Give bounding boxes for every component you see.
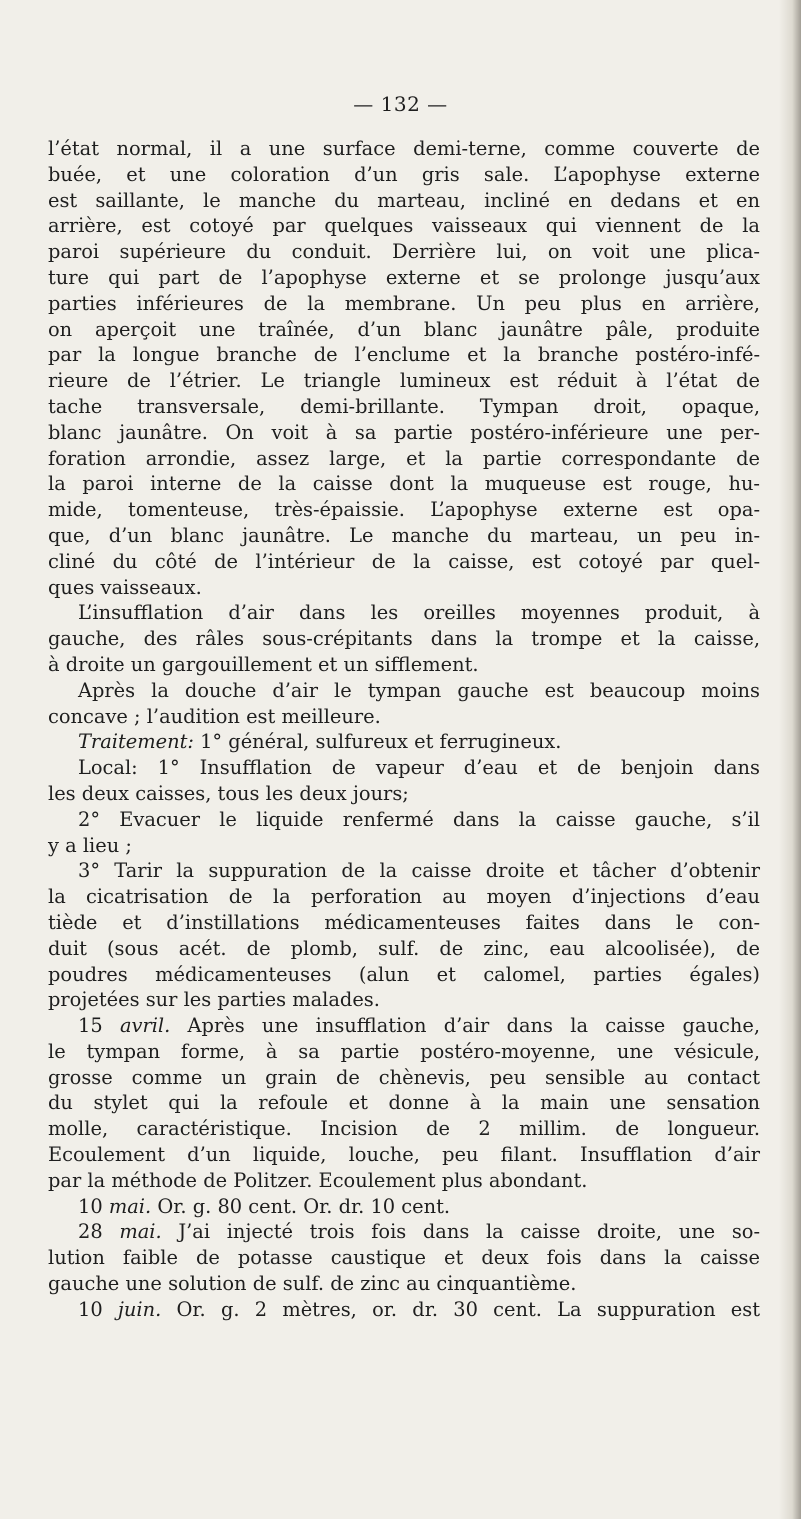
- line-text: est saillante, le manche du marteau, incliné en dedans et en: [48, 188, 760, 212]
- date-number: 10: [78, 1194, 109, 1218]
- text-line: [48, 1116, 760, 1142]
- text-line: [48, 497, 760, 523]
- line-text: Ecoulement d’un liquide, louche, peu filant. Insufflation d’air: [48, 1143, 760, 1167]
- page-edge-shadow: [779, 0, 801, 1519]
- text-line: [48, 1013, 760, 1039]
- line-text: par la longue branche de l’enclume et la branche postéro-infé-: [48, 343, 760, 367]
- text-line: [48, 1194, 760, 1220]
- text-line: [48, 755, 760, 781]
- line-text: L’insufflation d’air dans les oreilles moyennes produit, à: [78, 601, 760, 625]
- line-text: à droite un gargouillement et un sifflement.: [48, 652, 479, 676]
- line-text: arrière, est cotoyé par quelques vaisseaux qui viennent de la: [48, 214, 760, 238]
- text-line: [48, 471, 760, 497]
- italic-heading: Traitement:: [78, 730, 194, 754]
- text-line: [48, 523, 760, 549]
- line-text: ture qui part de l’apophyse externe et se prolonge jusqu’aux: [48, 265, 760, 289]
- text-line: [48, 317, 760, 343]
- line-text: foration arrondie, assez large, et la partie correspondante de: [48, 446, 760, 470]
- text-line: [48, 1245, 760, 1271]
- line-text: projetées sur les parties malades.: [48, 988, 380, 1012]
- text-line: [48, 394, 760, 420]
- text-line: [48, 833, 760, 859]
- text-line: [48, 342, 760, 368]
- italic-heading: avril.: [119, 1014, 171, 1038]
- line-text: parties inférieures de la membrane. Un peu plus en arrière,: [48, 291, 760, 315]
- text-line: [48, 781, 760, 807]
- text-line: [48, 807, 760, 833]
- line-text: J’ai injecté trois fois dans la caisse droite, une so-: [161, 1220, 760, 1244]
- page-number: — 132 —: [353, 92, 448, 116]
- text-line: [48, 678, 760, 704]
- line-text: Après une insufflation d’air dans la caisse gauche,: [170, 1014, 760, 1038]
- line-text: par la méthode de Politzer. Ecoulement plus abondant.: [48, 1168, 588, 1192]
- line-text: 3° Tarir la suppuration de la caisse droite et tâcher d’obtenir: [78, 859, 760, 883]
- text-line: [48, 1142, 760, 1168]
- text-line: [48, 1219, 760, 1245]
- text-line: [48, 239, 760, 265]
- line-text: les deux caisses, tous les deux jours;: [48, 781, 409, 805]
- line-text: Or. g. 80 cent. Or. dr. 10 cent.: [151, 1194, 451, 1218]
- body-text: [48, 136, 760, 1323]
- line-text: l’état normal, il a une surface demi-terne, comme couverte de: [48, 137, 760, 160]
- line-text: molle, caractéristique. Incision de 2 millim. de longueur.: [48, 1117, 760, 1141]
- line-text: la paroi interne de la caisse dont la muqueuse est rouge, hu-: [48, 472, 760, 496]
- line-text: paroi supérieure du conduit. Derrière lui, on voit une plica-: [48, 240, 760, 264]
- line-text: blanc jaunâtre. On voit à sa partie postéro-inférieure une per-: [48, 420, 760, 444]
- text-line: [48, 549, 760, 575]
- text-line: [48, 652, 760, 678]
- line-text: gauche une solution de sulf. de zinc au cinquantième.: [48, 1272, 577, 1296]
- date-number: 15: [78, 1014, 120, 1038]
- text-line: [48, 291, 760, 317]
- text-line: [48, 1039, 760, 1065]
- text-line: [48, 446, 760, 472]
- date-number: 28: [78, 1220, 120, 1244]
- text-line: [48, 368, 760, 394]
- text-line: [48, 575, 760, 601]
- text-line: [48, 1090, 760, 1116]
- line-text: concave ; l’audition est meilleure.: [48, 704, 381, 728]
- line-text: lution faible de potasse caustique et deux fois dans la caisse: [48, 1246, 760, 1270]
- italic-heading: mai.: [119, 1220, 162, 1244]
- text-line: [48, 1297, 760, 1323]
- text-line: [48, 420, 760, 446]
- line-text: Local: 1° Insufflation de vapeur d’eau et de benjoin dans: [78, 756, 760, 780]
- text-line: [48, 910, 760, 936]
- text-line: [48, 265, 760, 291]
- line-text: duit (sous acét. de plomb, sulf. de zinc, eau alcoolisée), de: [48, 936, 760, 960]
- line-text: mide, tomenteuse, très-épaissie. L’apophyse externe est opa-: [48, 498, 760, 522]
- line-text: poudres médicamenteuses (alun et calomel, parties égales): [48, 962, 760, 986]
- text-line: [48, 188, 760, 214]
- text-line: [48, 884, 760, 910]
- line-text: Après la douche d’air le tympan gauche est beaucoup moins: [78, 678, 760, 702]
- line-text: cliné du côté de l’intérieur de la caisse, est cotoyé par quel-: [48, 549, 760, 573]
- text-line: [48, 1168, 760, 1194]
- line-text: la cicatrisation de la perforation au moyen d’injections d’eau: [48, 885, 760, 909]
- line-text: on aperçoit une traînée, d’un blanc jaunâtre pâle, produite: [48, 317, 760, 341]
- text-line: [48, 626, 760, 652]
- line-text: ques vaisseaux.: [48, 575, 202, 599]
- line-text: gauche, des râles sous-crépitants dans la trompe et la caisse,: [48, 627, 760, 651]
- text-line: [48, 136, 760, 162]
- text-line: [48, 729, 760, 755]
- line-text: du stylet qui la refoule et donne à la main une sensation: [48, 1091, 760, 1115]
- text-line: [48, 858, 760, 884]
- text-line: [48, 162, 760, 188]
- text-line: [48, 936, 760, 962]
- date-number: 10: [78, 1297, 118, 1321]
- line-text: 1° général, sulfureux et ferrugineux.: [193, 730, 562, 754]
- line-text: grosse comme un grain de chènevis, peu sensible au contact: [48, 1065, 760, 1089]
- line-text: tache transversale, demi-brillante. Tympan droit, opaque,: [48, 394, 760, 418]
- line-text: Or. g. 2 mètres, or. dr. 30 cent. La suppuration est: [161, 1297, 761, 1321]
- text-line: [48, 962, 760, 988]
- italic-heading: mai.: [108, 1194, 152, 1218]
- line-text: rieure de l’étrier. Le triangle lumineux est réduit à l’état de: [48, 369, 760, 393]
- line-text: y a lieu ;: [48, 833, 132, 857]
- text-line: [48, 1065, 760, 1091]
- italic-heading: juin.: [117, 1297, 162, 1321]
- text-line: [48, 1271, 760, 1297]
- line-text: 2° Evacuer le liquide renfermé dans la caisse gauche, s’il: [78, 807, 760, 831]
- text-line: [48, 600, 760, 626]
- line-text: buée, et une coloration d’un gris sale. L’apophyse externe: [48, 162, 760, 186]
- text-line: [48, 987, 760, 1013]
- line-text: que, d’un blanc jaunâtre. Le manche du marteau, un peu in-: [48, 523, 760, 547]
- text-line: [48, 213, 760, 239]
- line-text: tiède et d’instillations médicamenteuses faites dans le con-: [48, 910, 760, 934]
- text-line: [48, 704, 760, 730]
- line-text: le tympan forme, à sa partie postéro-moyenne, une vésicule,: [48, 1039, 760, 1063]
